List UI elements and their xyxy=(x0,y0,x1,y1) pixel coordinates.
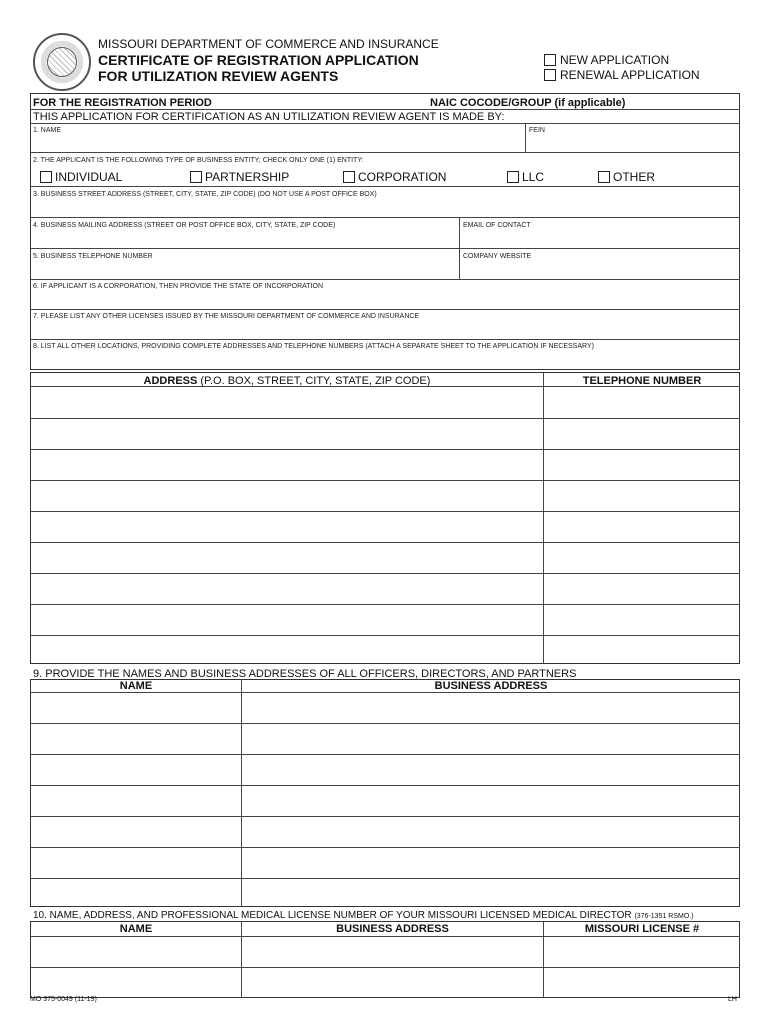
address-column-header: ADDRESS (P.O. BOX, STREET, CITY, STATE, ZIP CODE) xyxy=(143,375,431,387)
other-label: OTHER xyxy=(613,170,655,184)
department-name: MISSOURI DEPARTMENT OF COMMERCE AND INSURANCE xyxy=(98,37,439,51)
director-address-field[interactable] xyxy=(242,937,542,966)
entity-corporation[interactable] xyxy=(343,170,446,184)
website-label: COMPANY WEBSITE xyxy=(463,253,532,260)
renewal-application-option[interactable] xyxy=(544,68,700,82)
name-field[interactable] xyxy=(31,136,524,151)
officer-address-field[interactable] xyxy=(242,786,739,815)
location-address-field[interactable] xyxy=(31,605,542,634)
email-label: EMAIL OF CONTACT xyxy=(463,222,531,229)
phone-label: 5. BUSINESS TELEPHONE NUMBER xyxy=(33,253,153,260)
incorporation-label: 6. IF APPLICANT IS A CORPORATION, THEN PROVIDE THE STATE OF INCORPORATION xyxy=(33,283,324,290)
form-number: MO 375-0049 (11-19) xyxy=(30,996,97,1003)
street-address-field[interactable] xyxy=(31,200,739,216)
registration-period-label: FOR THE REGISTRATION PERIOD xyxy=(33,97,212,109)
location-telephone-field[interactable] xyxy=(544,450,739,479)
location-address-field[interactable] xyxy=(31,636,542,665)
officer-name-field[interactable] xyxy=(31,848,240,877)
location-address-field[interactable] xyxy=(31,543,542,572)
location-address-field[interactable] xyxy=(31,450,542,479)
officer-address-field[interactable] xyxy=(242,724,739,753)
footer-initials: LH xyxy=(728,996,737,1003)
partnership-checkbox[interactable] xyxy=(190,171,202,183)
other-checkbox[interactable] xyxy=(598,171,610,183)
fein-field[interactable] xyxy=(526,136,739,151)
location-telephone-field[interactable] xyxy=(544,605,739,634)
name-label: 1. NAME xyxy=(33,127,62,134)
location-telephone-field[interactable] xyxy=(544,543,739,572)
mailing-address-field[interactable] xyxy=(31,231,458,247)
email-field[interactable] xyxy=(460,231,739,247)
corporation-checkbox[interactable] xyxy=(343,171,355,183)
officer-address-field[interactable] xyxy=(242,879,739,908)
partnership-label: PARTNERSHIP xyxy=(205,170,290,184)
phone-field[interactable] xyxy=(31,262,458,278)
corporation-label: CORPORATION xyxy=(358,170,447,184)
director-name-column-header: NAME xyxy=(119,923,153,935)
new-application-option[interactable] xyxy=(544,53,669,67)
street-address-label: 3. BUSINESS STREET ADDRESS (STREET, CITY, STATE, ZIP CODE) (DO NOT USE A POST OFFICE BOX) xyxy=(33,191,377,198)
made-by-text: THIS APPLICATION FOR CERTIFICATION AS AN UTILIZATION REVIEW AGENT IS MADE BY: xyxy=(33,111,505,123)
officer-address-column-header: BUSINESS ADDRESS xyxy=(434,680,548,692)
form-title-line2: FOR UTILIZATION REVIEW AGENTS xyxy=(98,68,339,84)
location-address-field[interactable] xyxy=(31,574,542,603)
officer-address-field[interactable] xyxy=(242,693,739,722)
director-name-field[interactable] xyxy=(31,937,240,966)
officer-address-field[interactable] xyxy=(242,848,739,877)
officer-name-field[interactable] xyxy=(31,755,240,784)
officer-name-field[interactable] xyxy=(31,817,240,846)
individual-label: INDIVIDUAL xyxy=(55,170,123,184)
officer-address-field[interactable] xyxy=(242,755,739,784)
director-license-column-header: MISSOURI LICENSE # xyxy=(584,923,700,935)
entity-question: 2. THE APPLICANT IS THE FOLLOWING TYPE OF BUSINESS ENTITY; CHECK ONLY ONE (1) ENTITY: xyxy=(33,157,364,164)
renewal-application-checkbox[interactable] xyxy=(544,69,556,81)
location-address-field[interactable] xyxy=(31,512,542,541)
licenses-field[interactable] xyxy=(31,322,739,338)
director-address-column-header: BUSINESS ADDRESS xyxy=(336,923,449,935)
entity-other[interactable] xyxy=(598,170,655,184)
location-telephone-field[interactable] xyxy=(544,419,739,448)
location-telephone-field[interactable] xyxy=(544,574,739,603)
officer-name-field[interactable] xyxy=(31,786,240,815)
officers-question: 9. PROVIDE THE NAMES AND BUSINESS ADDRESSES OF ALL OFFICERS, DIRECTORS, AND PARTNERS xyxy=(33,668,577,680)
telephone-column-header: TELEPHONE NUMBER xyxy=(582,375,702,387)
mailing-address-label: 4. BUSINESS MAILING ADDRESS (STREET OR POST OFFICE BOX, CITY, STATE, ZIP CODE) xyxy=(33,222,336,229)
entity-individual[interactable] xyxy=(40,170,122,184)
location-address-field[interactable] xyxy=(31,388,542,417)
officer-name-column-header: NAME xyxy=(119,680,153,692)
entity-partnership[interactable] xyxy=(190,170,289,184)
form-title-line1: CERTIFICATE OF REGISTRATION APPLICATION xyxy=(98,52,419,68)
incorporation-field[interactable] xyxy=(31,292,739,308)
officer-name-field[interactable] xyxy=(31,879,240,908)
licenses-label: 7. PLEASE LIST ANY OTHER LICENSES ISSUED BY THE MISSOURI DEPARTMENT OF COMMERCE AND INSURANCE xyxy=(33,313,420,320)
llc-checkbox[interactable] xyxy=(507,171,519,183)
location-address-field[interactable] xyxy=(31,481,542,510)
location-telephone-field[interactable] xyxy=(544,481,739,510)
officer-name-field[interactable] xyxy=(31,693,240,722)
entity-llc[interactable] xyxy=(507,170,544,184)
officer-address-field[interactable] xyxy=(242,817,739,846)
naic-label: NAIC COCODE/GROUP (if applicable) xyxy=(430,97,626,109)
missouri-state-seal xyxy=(33,33,91,91)
location-telephone-field[interactable] xyxy=(544,388,739,417)
director-license-field[interactable] xyxy=(544,937,739,966)
officer-name-field[interactable] xyxy=(31,724,240,753)
medical-director-question: 10. NAME, ADDRESS, AND PROFESSIONAL MEDICAL LICENSE NUMBER OF YOUR MISSOURI LICENSED MEDICAL DIRECTOR (376-1351 RSMO.) xyxy=(33,910,694,921)
locations-label: 8. LIST ALL OTHER LOCATIONS, PROVIDING COMPLETE ADDRESSES AND TELEPHONE NUMBERS (ATTACH A SEPARATE SHEET TO THE APPLICATION IF NECESSARY) xyxy=(33,343,594,350)
location-telephone-field[interactable] xyxy=(544,512,739,541)
new-application-checkbox[interactable] xyxy=(544,54,556,66)
renewal-application-label: RENEWAL APPLICATION xyxy=(560,68,700,82)
individual-checkbox[interactable] xyxy=(40,171,52,183)
location-address-field[interactable] xyxy=(31,419,542,448)
location-telephone-field[interactable] xyxy=(544,636,739,665)
llc-label: LLC xyxy=(522,170,545,184)
website-field[interactable] xyxy=(460,262,739,278)
new-application-label: NEW APPLICATION xyxy=(560,53,670,67)
fein-label: FEIN xyxy=(529,127,545,134)
